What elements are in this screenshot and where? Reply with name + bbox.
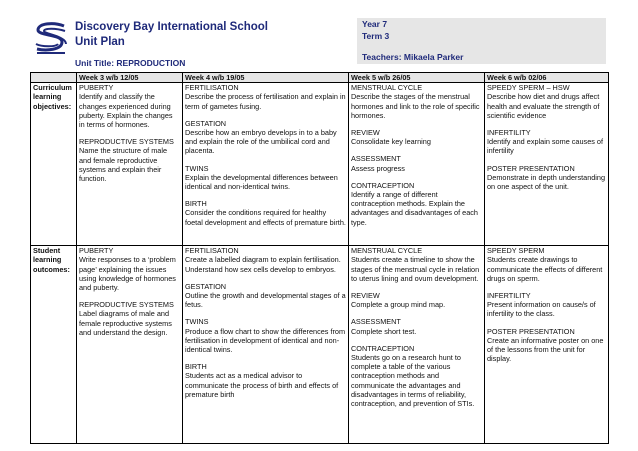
lesson-heading: TWINS (185, 317, 209, 327)
lesson-description: Explain the developmental differences between identical and non-identical twins. (185, 172, 338, 192)
lesson-description: Students go on a research hunt to complete a table of the various contraception methods and communicate the advantages and disadvantages in terms of reliability, contraception, and prevention of STIs. (351, 353, 475, 409)
table-cell (485, 246, 609, 444)
lesson-heading: REPRODUCTIVE SYSTEMS (79, 300, 174, 310)
lesson-heading: CONTRACEPTION (351, 343, 415, 353)
year-label: Year 7 (362, 19, 388, 29)
table-header-row (31, 73, 609, 83)
lesson-description: Complete short test. (351, 326, 417, 336)
lesson-description: Label diagrams of male and female reproductive systems and understand the design. (79, 309, 172, 337)
lesson-description: Students act as a medical advisor to communicate the process of birth and effects of premature birth (185, 371, 339, 399)
row-label: Curriculum learning objectives: (31, 83, 77, 246)
lesson-description: Describe how diet and drugs affect health and evaluate the strength of scientific evidence (487, 92, 600, 120)
column-header (31, 73, 77, 83)
lesson-section (351, 317, 482, 335)
column-header: Week 5 w/b 26/05 (349, 73, 485, 83)
lesson-heading: BIRTH (185, 199, 207, 209)
lesson-description: Assess progress (351, 163, 405, 173)
lesson-section (487, 83, 606, 120)
lesson-description: Consolidate key learning (351, 137, 431, 147)
lesson-heading: ASSESSMENT (351, 154, 401, 164)
table-cell (77, 246, 183, 444)
lesson-heading: SPEEDY SPERM (487, 246, 545, 256)
table-row (31, 246, 609, 444)
lesson-description: Create an informative poster on one of the lessons from the unit for display. (487, 335, 604, 364)
lesson-heading: BIRTH (185, 362, 207, 372)
lesson-heading: POSTER PRESENTATION (487, 163, 575, 173)
teachers-label: Teachers: Mikaela Parker (362, 52, 464, 62)
lesson-heading: GESTATION (185, 118, 227, 128)
lesson-section (487, 164, 606, 192)
lesson-section (79, 83, 180, 129)
lesson-section (351, 291, 482, 309)
lesson-section (185, 246, 346, 274)
lesson-heading: MENSTRUAL CYCLE (351, 246, 423, 256)
table-cell (183, 83, 349, 246)
lesson-heading: SPEEDY SPERM – HSW (487, 83, 570, 93)
column-header: Week 3 w/b 12/05 (77, 73, 183, 83)
lesson-section (351, 83, 482, 120)
lesson-heading: REVIEW (351, 291, 380, 301)
lesson-heading: FERTILISATION (185, 246, 239, 256)
lesson-section (351, 344, 482, 408)
school-name: Discovery Bay International School (75, 21, 269, 33)
document-title: Unit Plan (75, 36, 125, 48)
column-header: Week 4 w/b 19/05 (183, 73, 349, 83)
table-cell (349, 83, 485, 246)
row-label: Student learning outcomes: (31, 246, 77, 444)
lesson-description: Describe the stages of the menstrual hormones and link to the role of specific hormones. (351, 92, 480, 120)
table-row (31, 83, 609, 246)
lesson-section (487, 291, 606, 319)
lesson-section (487, 246, 606, 283)
lesson-section (185, 119, 346, 156)
lesson-heading: POSTER PRESENTATION (487, 326, 575, 336)
lesson-description: Identify and explain some causes of infertility (487, 137, 604, 156)
unit-plan-table (30, 72, 609, 444)
lesson-heading: REPRODUCTIVE SYSTEMS (79, 137, 174, 147)
lesson-section (185, 282, 346, 310)
column-header: Week 6 w/b 02/06 (485, 73, 609, 83)
lesson-description: Write responses to a ‘problem page’ explaining the issues using knowledge of hormones and puberty. (79, 255, 176, 293)
lesson-description: Name the structure of male and female reproductive systems and explain their function. (79, 146, 168, 184)
lesson-description: Describe the process of fertilisation and explain in term of gametes fusing. (185, 92, 346, 111)
lesson-heading: FERTILISATION (185, 83, 239, 93)
lesson-heading: CONTRACEPTION (351, 180, 415, 190)
lesson-heading: ASSESSMENT (351, 317, 401, 327)
lesson-description: Complete a group mind map. (351, 300, 446, 310)
lesson-description: Produce a flow chart to show the differences from fertilisation in development of identical and non-identical twins. (185, 326, 346, 355)
lesson-description: Outline the growth and developmental stages of a fetus. (185, 291, 346, 310)
school-logo (34, 20, 68, 56)
lesson-description: Create a labelled diagram to explain fertilisation. Understand how sex cells develop to embryos. (185, 255, 341, 274)
lesson-description: Students create drawings to communicate the effects of different drugs on sperm. (487, 255, 603, 283)
lesson-section (79, 137, 180, 183)
lesson-heading: TWINS (185, 163, 209, 173)
lesson-description: Consider the conditions required for healthy foetal development and effects of premature birth. (185, 208, 346, 227)
lesson-section (185, 317, 346, 354)
lesson-description: Describe how an embryo develops in to a baby and explain the role of the umbilical cord and placenta. (185, 128, 337, 156)
lesson-section (79, 300, 180, 337)
document-header (0, 0, 638, 72)
table-cell (485, 83, 609, 246)
lesson-section (487, 128, 606, 156)
lesson-heading: INFERTILITY (487, 291, 531, 301)
lesson-section (79, 246, 180, 292)
table-cell (349, 246, 485, 444)
lesson-description: Identify a range of different contraception methods. Explain the advantages and disadvantages of each type. (351, 190, 478, 227)
lesson-description: Present information on cause/s of infertility to the class. (487, 300, 596, 319)
lesson-section (351, 246, 482, 283)
lesson-description: Demonstrate in depth understanding on one aspect of the unit. (487, 172, 606, 192)
lesson-section (185, 83, 346, 111)
lesson-heading: MENSTRUAL CYCLE (351, 83, 423, 93)
lesson-description: Identify and classify the changes experienced during puberty. Explain the changes in terms of hormones. (79, 92, 173, 130)
unit-title: Unit Title: REPRODUCTION (75, 58, 186, 68)
lesson-section (185, 199, 346, 227)
lesson-heading: PUBERTY (79, 246, 114, 256)
lesson-section (487, 327, 606, 364)
lesson-section (351, 154, 482, 172)
lesson-heading: PUBERTY (79, 83, 114, 93)
table-cell (77, 83, 183, 246)
table-cell (183, 246, 349, 444)
lesson-description: Students create a timeline to show the stages of the menstrual cycle in relation to uterus lining and ovum development. (351, 255, 480, 283)
lesson-heading: GESTATION (185, 281, 227, 291)
lesson-section (185, 164, 346, 192)
lesson-section (351, 181, 482, 227)
lesson-heading: REVIEW (351, 128, 380, 138)
lesson-heading: INFERTILITY (487, 128, 531, 138)
term-label: Term 3 (362, 31, 390, 41)
lesson-section (351, 128, 482, 146)
lesson-section (185, 362, 346, 399)
